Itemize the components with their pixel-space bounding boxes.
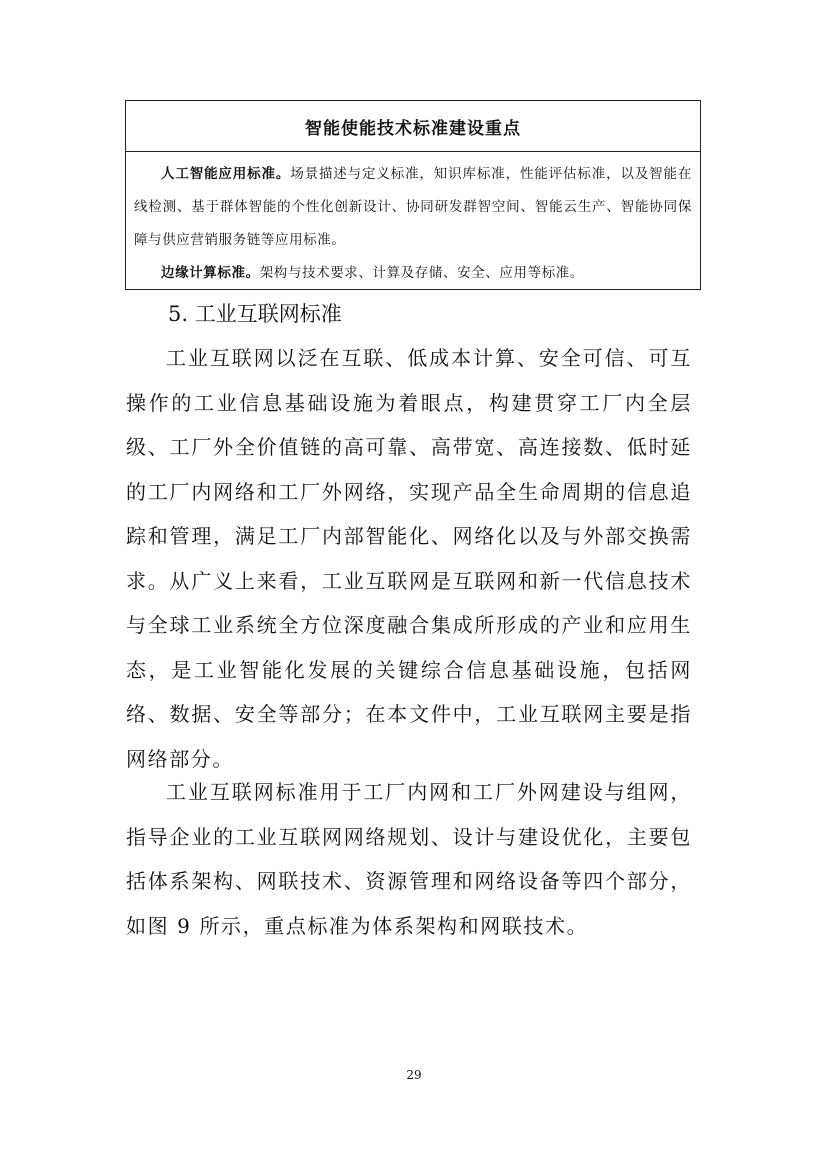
box-title: 智能使能技术标准建设重点 [126,101,700,152]
box-item-ai [134,158,692,257]
box-body [126,152,700,290]
page-number: 29 [406,1068,422,1082]
box-item-ai-text: 场景描述与定义标准，知识库标准，性能评估标准，以及智能在线检测、基于群体智能的个性化创新设计、协同研发群智空间、智能云生产、智能协同保障与供应营销服务链等应用标准。 [134,166,692,248]
box-item-edge-text: 架构与技术要求、计算及存储、安全、应用等标准。 [259,265,585,281]
body-paragraph-1: 工业互联网以泛在互联、低成本计算、安全可信、可互操作的工业信息基础设施为着眼点，构建贯穿工厂内全层级、工厂外全价值链的高可靠、高带宽、高连接数、低时延的工厂内网络和工厂外网络，实现产品全生命周期的信息追踪和管理，满足工厂内部智能化、网络化以及与外部交换需求。从广义上来看，工业互联网是互联网和新一代信息技术与全球工业系统全方位深度融合集成所形成的产业和应用生态，是工业智能化发展的关键综合信息基础设施，包括网络、数据、安全等部分；在本文件中，工业互联网主要是指网络部分。 [126,346,692,771]
box-item-edge [134,257,692,290]
box-item-edge-label: 边缘计算标准。 [161,265,260,281]
body-paragraph-2: 工业互联网标准用于工厂内网和工厂外网建设与组网，指导企业的工业互联网网络规划、设计与建设优化，主要包括体系架构、网联技术、资源管理和网络设备等四个部分，如图 9 所示，重点标准为体系架构和网联技术。 [126,780,692,938]
box-item-ai-label: 人工智能应用标准。 [161,166,291,182]
section-heading: 5. 工业互联网标准 [168,302,342,326]
standards-box [125,100,701,290]
